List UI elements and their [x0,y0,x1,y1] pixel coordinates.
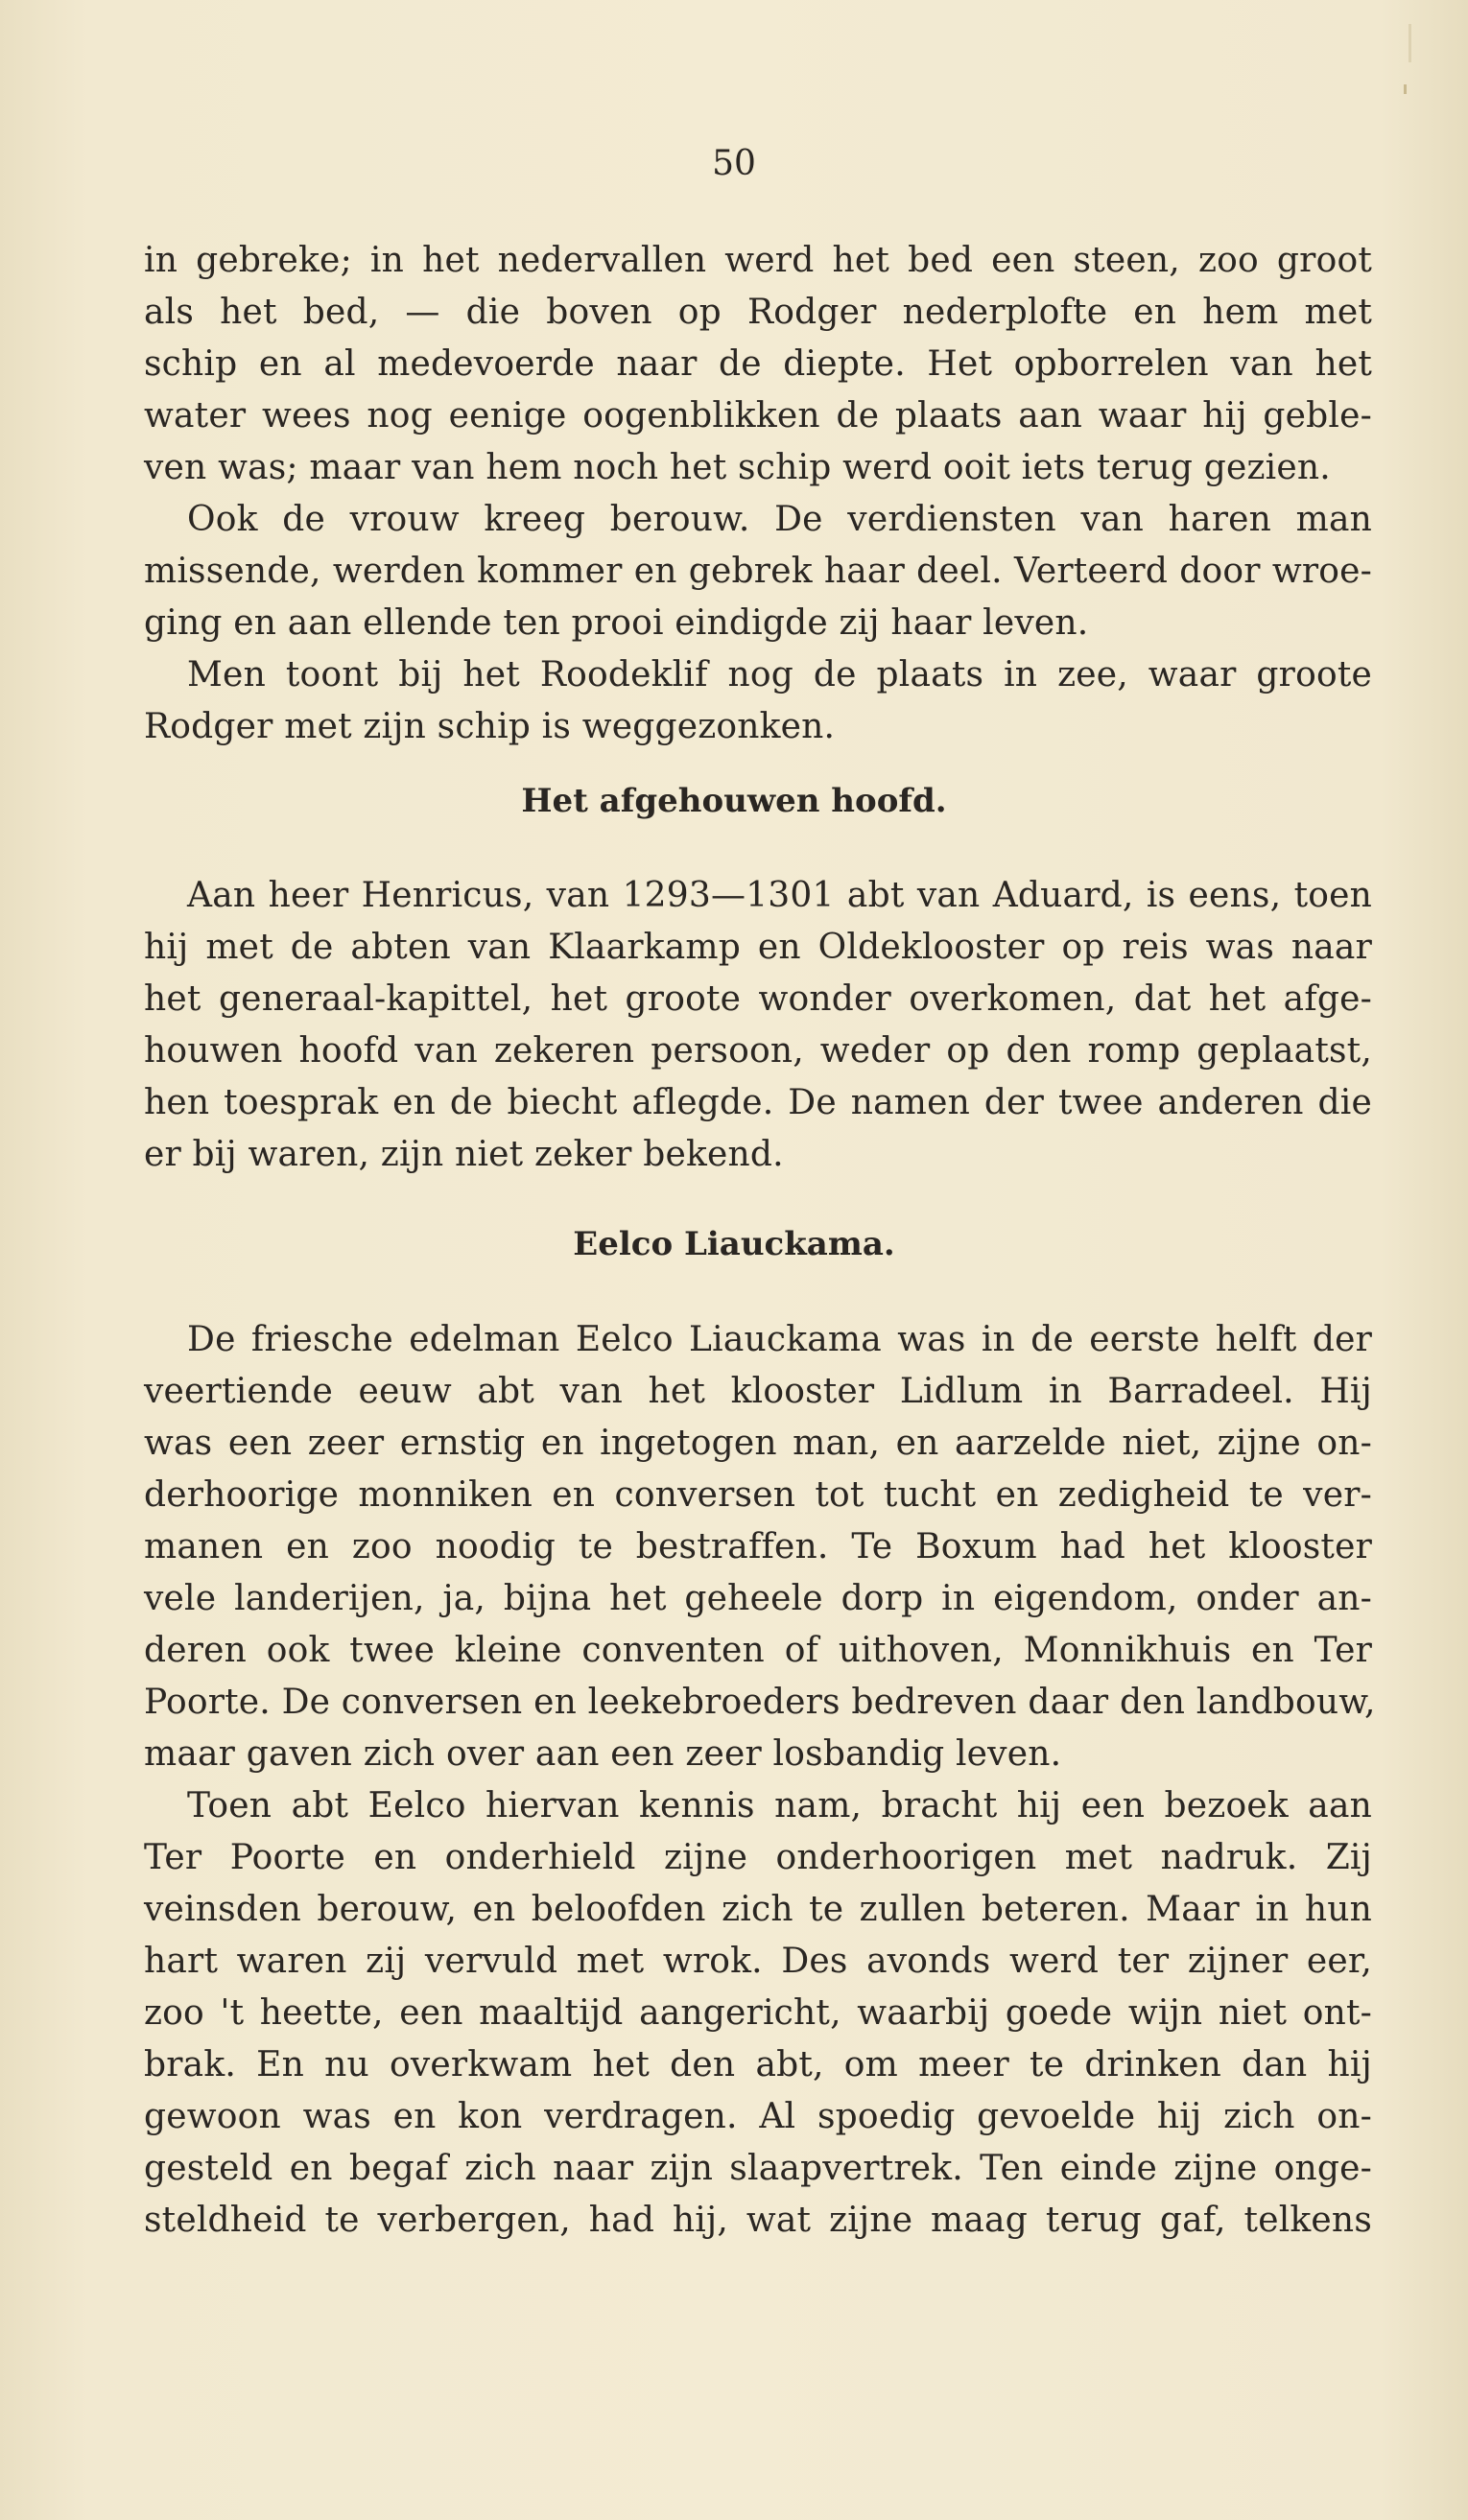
text-line: brak. En nu overkwam het den abt, om meer te drinken dan hij [144,2045,1372,2084]
text-line: Poorte. De conversen en leekebroeders bedreven daar den landbouw, [144,1683,1376,1722]
text-line: hij met de abten van Klaarkamp en Oldeklooster op reis was naar [144,928,1372,967]
text-line: maar gaven zich over aan een zeer losbandig leven. [144,1734,1062,1774]
text-line: was een zeer ernstig en ingetogen man, en aarzelde niet, zijne on- [144,1424,1372,1463]
text-line: water wees nog eenige oogenblikken de plaats aan waar hij geble- [144,396,1372,436]
text-line: gesteld en begaf zich naar zijn slaapvertrek. Ten einde zijne onge- [144,2149,1372,2188]
text-line: er bij waren, zijn niet zeker bekend. [144,1135,784,1174]
text-line: het generaal-kapittel, het groote wonder overkomen, dat het afge- [144,979,1372,1019]
paper-mark [1404,84,1407,94]
text-line: zoo 't heette, een maaltijd aangericht, waarbij goede wijn niet ont- [144,1993,1372,2033]
text-line: Men toont bij het Roodeklif nog de plaats in zee, waar groote [187,655,1372,695]
text-line: veinsden berouw, en beloofden zich te zullen beteren. Maar in hun [144,1890,1372,1929]
text-line: deren ook twee kleine conventen of uithoven, Monnikhuis en Ter [144,1631,1372,1670]
text-line: ven was; maar van hem noch het schip werd ooit iets terug gezien. [144,448,1331,487]
text-line: vele landerijen, ja, bijna het geheele dorp in eigendom, onder an- [144,1579,1372,1618]
text-line: gewoon was en kon verdragen. Al spoedig gevoelde hij zich on- [144,2097,1372,2136]
text-line: steldheid te verbergen, had hij, wat zijne maag terug gaf, telkens [144,2201,1372,2240]
text-line: veertiende eeuw abt van het klooster Lidlum in Barradeel. Hij [144,1372,1372,1411]
text-line: De friesche edelman Eelco Liauckama was in de eerste helft der [187,1320,1372,1359]
text-line: schip en al medevoerde naar de diepte. Het opborrelen van het [144,344,1372,384]
text-line: in gebreke; in het nedervallen werd het bed een steen, zoo groot [144,241,1372,280]
text-line: hen toesprak en de biecht aflegde. De namen der twee anderen die [144,1083,1372,1122]
paragraph-block-afgehouwen-hoofd [144,870,1372,1181]
text-line: derhoorige monniken en conversen tot tucht en zedigheid te ver- [144,1475,1372,1515]
paper-mark [1409,24,1411,62]
text-line: houwen hoofd van zekeren persoon, weder op den romp geplaatst, [144,1031,1372,1071]
text-line: Rodger met zijn schip is weggezonken. [144,707,836,746]
text-line: als het bed, — die boven op Rodger nederplofte en hem met [144,293,1372,332]
text-line: missende, werden kommer en gebrek haar deel. Verteerd door wroe- [144,552,1372,591]
paragraph-block-eelco-liauckama [144,1314,1376,2247]
section-heading-afgehouwen-hoofd: Het afgehouwen hoofd. [521,782,947,820]
text-line: ging en aan ellende ten prooi eindigde zij haar leven. [144,603,1089,643]
text-line: Ook de vrouw kreeg berouw. De verdiensten van haren man [187,500,1372,539]
text-line: manen en zoo noodig te bestraffen. Te Boxum had het klooster [144,1527,1372,1566]
text-line: Aan heer Henricus, van 1293—1301 abt van Aduard, is eens, toen [187,876,1372,915]
text-line: Ter Poorte en onderhield zijne onderhoorigen met nadruk. Zij [144,1838,1372,1877]
text-line: Toen abt Eelco hiervan kennis nam, bracht hij een bezoek aan [187,1786,1372,1825]
page-number: 50 [712,144,756,183]
section-heading-eelco-liauckama: Eelco Liauckama. [573,1225,895,1263]
paragraph-block-rodger [144,235,1372,753]
text-line: hart waren zij vervuld met wrok. Des avonds werd ter zijner eer, [144,1942,1372,1981]
